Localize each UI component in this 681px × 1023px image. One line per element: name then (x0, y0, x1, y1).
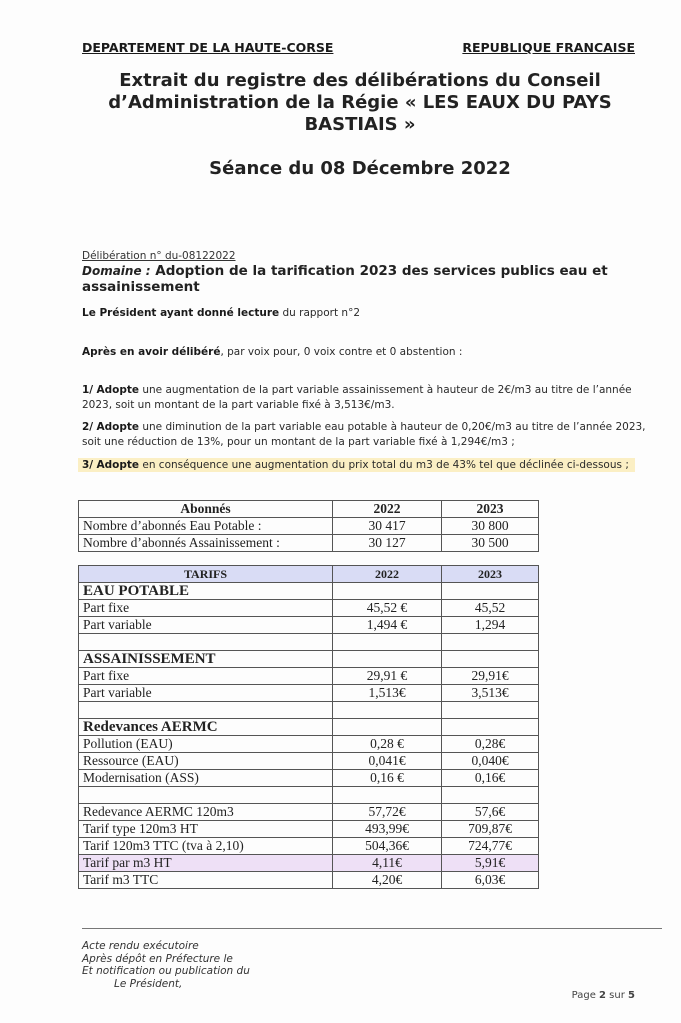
column-header: 2022 (333, 501, 442, 518)
section-row (79, 651, 539, 668)
tarifs-table (78, 565, 539, 889)
column-header: 2023 (442, 566, 539, 583)
domaine (82, 263, 622, 295)
footer-line-2: Après dépôt en Préfecture le (82, 952, 233, 965)
row-label: Part variable (79, 685, 333, 702)
section-row (79, 583, 539, 600)
abonnes-table (78, 500, 539, 552)
value-2023: 3,513€ (442, 685, 539, 702)
page-prefix: Page (571, 990, 600, 1001)
footer-line-1: Acte rendu exécutoire (82, 940, 199, 952)
vote-bold: Après en avoir délibéré (82, 346, 221, 358)
table-row (79, 838, 539, 855)
item-2 (82, 420, 662, 450)
abonnes-header-row (79, 501, 539, 518)
table-row (79, 872, 539, 889)
row-label: Tarif 120m3 TTC (tva à 2,10) (79, 838, 333, 855)
table-row (79, 770, 539, 787)
footer-divider (82, 928, 662, 929)
value-2022: 57,72€ (333, 804, 442, 821)
table-row (79, 804, 539, 821)
footer-notice (82, 940, 250, 990)
value-2023: 0,16€ (442, 770, 539, 787)
page-current: 2 (599, 990, 606, 1001)
item-1-text: une augmentation de la part variable assainissement à hauteur de 2€/m3 au titre de l’année 2023, soit un montant de la part variable fixé à 3,513€/m3. (82, 384, 632, 411)
section-assainissement: ASSAINISSEMENT (79, 651, 333, 668)
domaine-label: Domaine : (82, 264, 151, 278)
department-header: DEPARTEMENT DE LA HAUTE-CORSE (82, 40, 334, 55)
seance-date: Séance du 08 Décembre 2022 (209, 158, 511, 179)
row-label: Nombre d’abonnés Eau Potable : (79, 518, 333, 535)
table-row (79, 535, 539, 552)
domaine-text: Adoption de la tarification 2023 des services publics eau et assainissement (82, 263, 608, 295)
vote-paragraph (82, 345, 662, 360)
tarifs-header-row (79, 566, 539, 583)
deliberation-number: Délibération n° du-08122022 (82, 250, 236, 262)
table-row (79, 668, 539, 685)
page-mid: sur (606, 990, 629, 1001)
table-row (79, 821, 539, 838)
vote-rest: , par voix pour, 0 voix contre et 0 abstention : (220, 346, 463, 358)
value-2022: 1,513€ (333, 685, 442, 702)
value-2023: 29,91€ (442, 668, 539, 685)
value-2023: 0,28€ (442, 736, 539, 753)
table-row (79, 600, 539, 617)
value-2023: 45,52 (442, 600, 539, 617)
page-total: 5 (628, 990, 635, 1001)
item-2-number: 2/ (82, 421, 94, 433)
value-2023: 709,87€ (442, 821, 539, 838)
lecture-rest: du rapport n°2 (279, 307, 360, 319)
value-2023: 0,040€ (442, 753, 539, 770)
column-header: TARIFS (79, 566, 333, 583)
value-2023: 30 800 (442, 518, 539, 535)
table-row (79, 685, 539, 702)
footer-line-3: Et notification ou publication du (82, 965, 250, 977)
value-2023: 30 500 (442, 535, 539, 552)
row-label: Part fixe (79, 600, 333, 617)
section-row (79, 719, 539, 736)
value-2023: 724,77€ (442, 838, 539, 855)
republic-header: REPUBLIQUE FRANCAISE (462, 40, 635, 55)
spacer-row (79, 702, 539, 719)
document-title (100, 70, 620, 136)
title-line-3: BASTIAIS » (304, 114, 416, 135)
value-2022: 30 127 (333, 535, 442, 552)
lecture-bold: Le Président ayant donné lecture (82, 307, 280, 319)
item-3-verb: Adopte (96, 459, 140, 471)
item-3-highlight (78, 458, 635, 472)
row-label: Pollution (EAU) (79, 736, 333, 753)
row-label: Ressource (EAU) (79, 753, 333, 770)
row-label: Tarif m3 TTC (79, 872, 333, 889)
item-1-number: 1/ (82, 384, 94, 396)
item-3-number: 3/ (82, 459, 94, 471)
value-2023: 1,294 (442, 617, 539, 634)
item-2-verb: Adopte (96, 421, 140, 433)
value-2022: 29,91 € (333, 668, 442, 685)
item-3 (82, 458, 662, 473)
spacer-row (79, 787, 539, 804)
value-2022: 493,99€ (333, 821, 442, 838)
title-line-1: Extrait du registre des délibérations du Conseil (119, 70, 601, 91)
table-row (79, 736, 539, 753)
row-label: Nombre d’abonnés Assainissement : (79, 535, 333, 552)
row-label: Tarif type 120m3 HT (79, 821, 333, 838)
value-2022: 504,36€ (333, 838, 442, 855)
page-number (572, 990, 635, 1001)
item-1 (82, 383, 662, 413)
item-2-text: une diminution de la part variable eau potable à hauteur de 0,20€/m3 au titre de l’année 2023, soit une réduction de 13%, pour un montant de la part variable fixé à 1,294€/m3 ; (82, 421, 646, 448)
title-line-2: d’Administration de la Régie « LES EAUX DU PAYS (108, 92, 612, 113)
value-2022: 45,52 € (333, 600, 442, 617)
spacer-row (79, 634, 539, 651)
item-1-verb: Adopte (96, 384, 140, 396)
value-2022: 4,20€ (333, 872, 442, 889)
column-header: 2023 (442, 501, 539, 518)
row-label: Part variable (79, 617, 333, 634)
value-2022: 4,11€ (333, 855, 442, 872)
row-label: Part fixe (79, 668, 333, 685)
column-header: 2022 (333, 566, 442, 583)
value-2023: 6,03€ (442, 872, 539, 889)
row-label: Redevance AERMC 120m3 (79, 804, 333, 821)
section-eau-potable: EAU POTABLE (79, 583, 333, 600)
item-3-text: en conséquence une augmentation du prix total du m3 de 43% tel que déclinée ci-dessous ; (139, 459, 629, 471)
table-row (79, 753, 539, 770)
column-header: Abonnés (79, 501, 333, 518)
value-2022: 0,16 € (333, 770, 442, 787)
footer-signature: Le Président, (114, 977, 183, 990)
lecture-paragraph (82, 306, 662, 321)
row-label: Modernisation (ASS) (79, 770, 333, 787)
value-2022: 1,494 € (333, 617, 442, 634)
row-label: Tarif par m3 HT (79, 855, 333, 872)
value-2022: 30 417 (333, 518, 442, 535)
table-row (79, 617, 539, 634)
section-redevances: Redevances AERMC (79, 719, 333, 736)
value-2023: 57,6€ (442, 804, 539, 821)
highlighted-row (79, 855, 539, 872)
table-row (79, 518, 539, 535)
value-2022: 0,28 € (333, 736, 442, 753)
value-2023: 5,91€ (442, 855, 539, 872)
value-2022: 0,041€ (333, 753, 442, 770)
